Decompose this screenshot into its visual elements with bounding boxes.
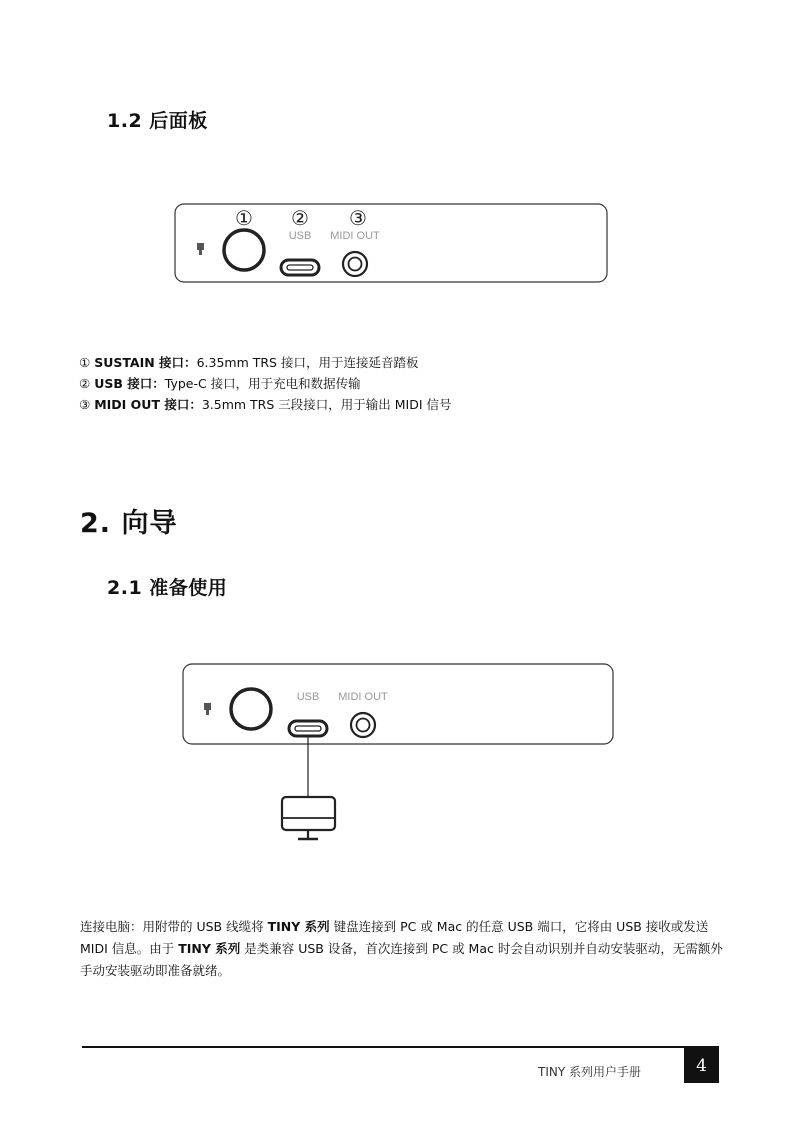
connect-paragraph: 连接电脑：用附带的 USB 线缆将 TINY 系列 键盘连接到 PC 或 Mac 的任意 USB 端口，它将由 USB 接收或发送 MIDI 信息。由于 TINY 系列 是类兼容 USB 设备，首次连接到 PC 或 Mac 时会自动识别并自动安装驱动，无需额外手动安装驱动即准备就绪。 [80, 919, 723, 978]
usb-c-port [289, 721, 327, 736]
section-heading-1-2: 1.2 后面板 [107, 110, 208, 132]
footer-manual-title: TINY 系列用户手册 [538, 1065, 641, 1079]
midi-out-label: MIDI OUT [338, 691, 388, 703]
sustain-jack [224, 230, 264, 270]
midi-out-jack [343, 252, 367, 276]
port-item-sustain: ① SUSTAIN 接口：6.35mm TRS 接口，用于连接延音踏板 [79, 355, 419, 370]
footer-divider [82, 1046, 719, 1048]
rear-panel-illustration [172, 202, 612, 286]
marker-1: ① [235, 208, 253, 230]
section-heading-2: 2. 向导 [80, 508, 178, 539]
port-item-midi: ③ MIDI OUT 接口：3.5mm TRS 三段接口，用于输出 MIDI 信号 [79, 397, 452, 412]
usb-label: USB [296, 691, 320, 703]
section-heading-2-1: 2.1 准备使用 [107, 577, 228, 599]
midi-out-label: MIDI OUT [330, 230, 380, 242]
marker-3: ③ [349, 208, 367, 230]
sustain-jack [231, 689, 271, 729]
marker-2: ② [291, 208, 309, 230]
page-number: 4 [684, 1048, 719, 1083]
port-list [79, 352, 452, 415]
connection-illustration [180, 662, 620, 846]
usb-c-port [281, 260, 319, 275]
usb-label: USB [288, 230, 312, 242]
midi-out-jack [351, 713, 375, 737]
port-item-usb: ② USB 接口：Type-C 接口，用于充电和数据传输 [79, 376, 361, 391]
computer-monitor-icon [282, 797, 335, 839]
